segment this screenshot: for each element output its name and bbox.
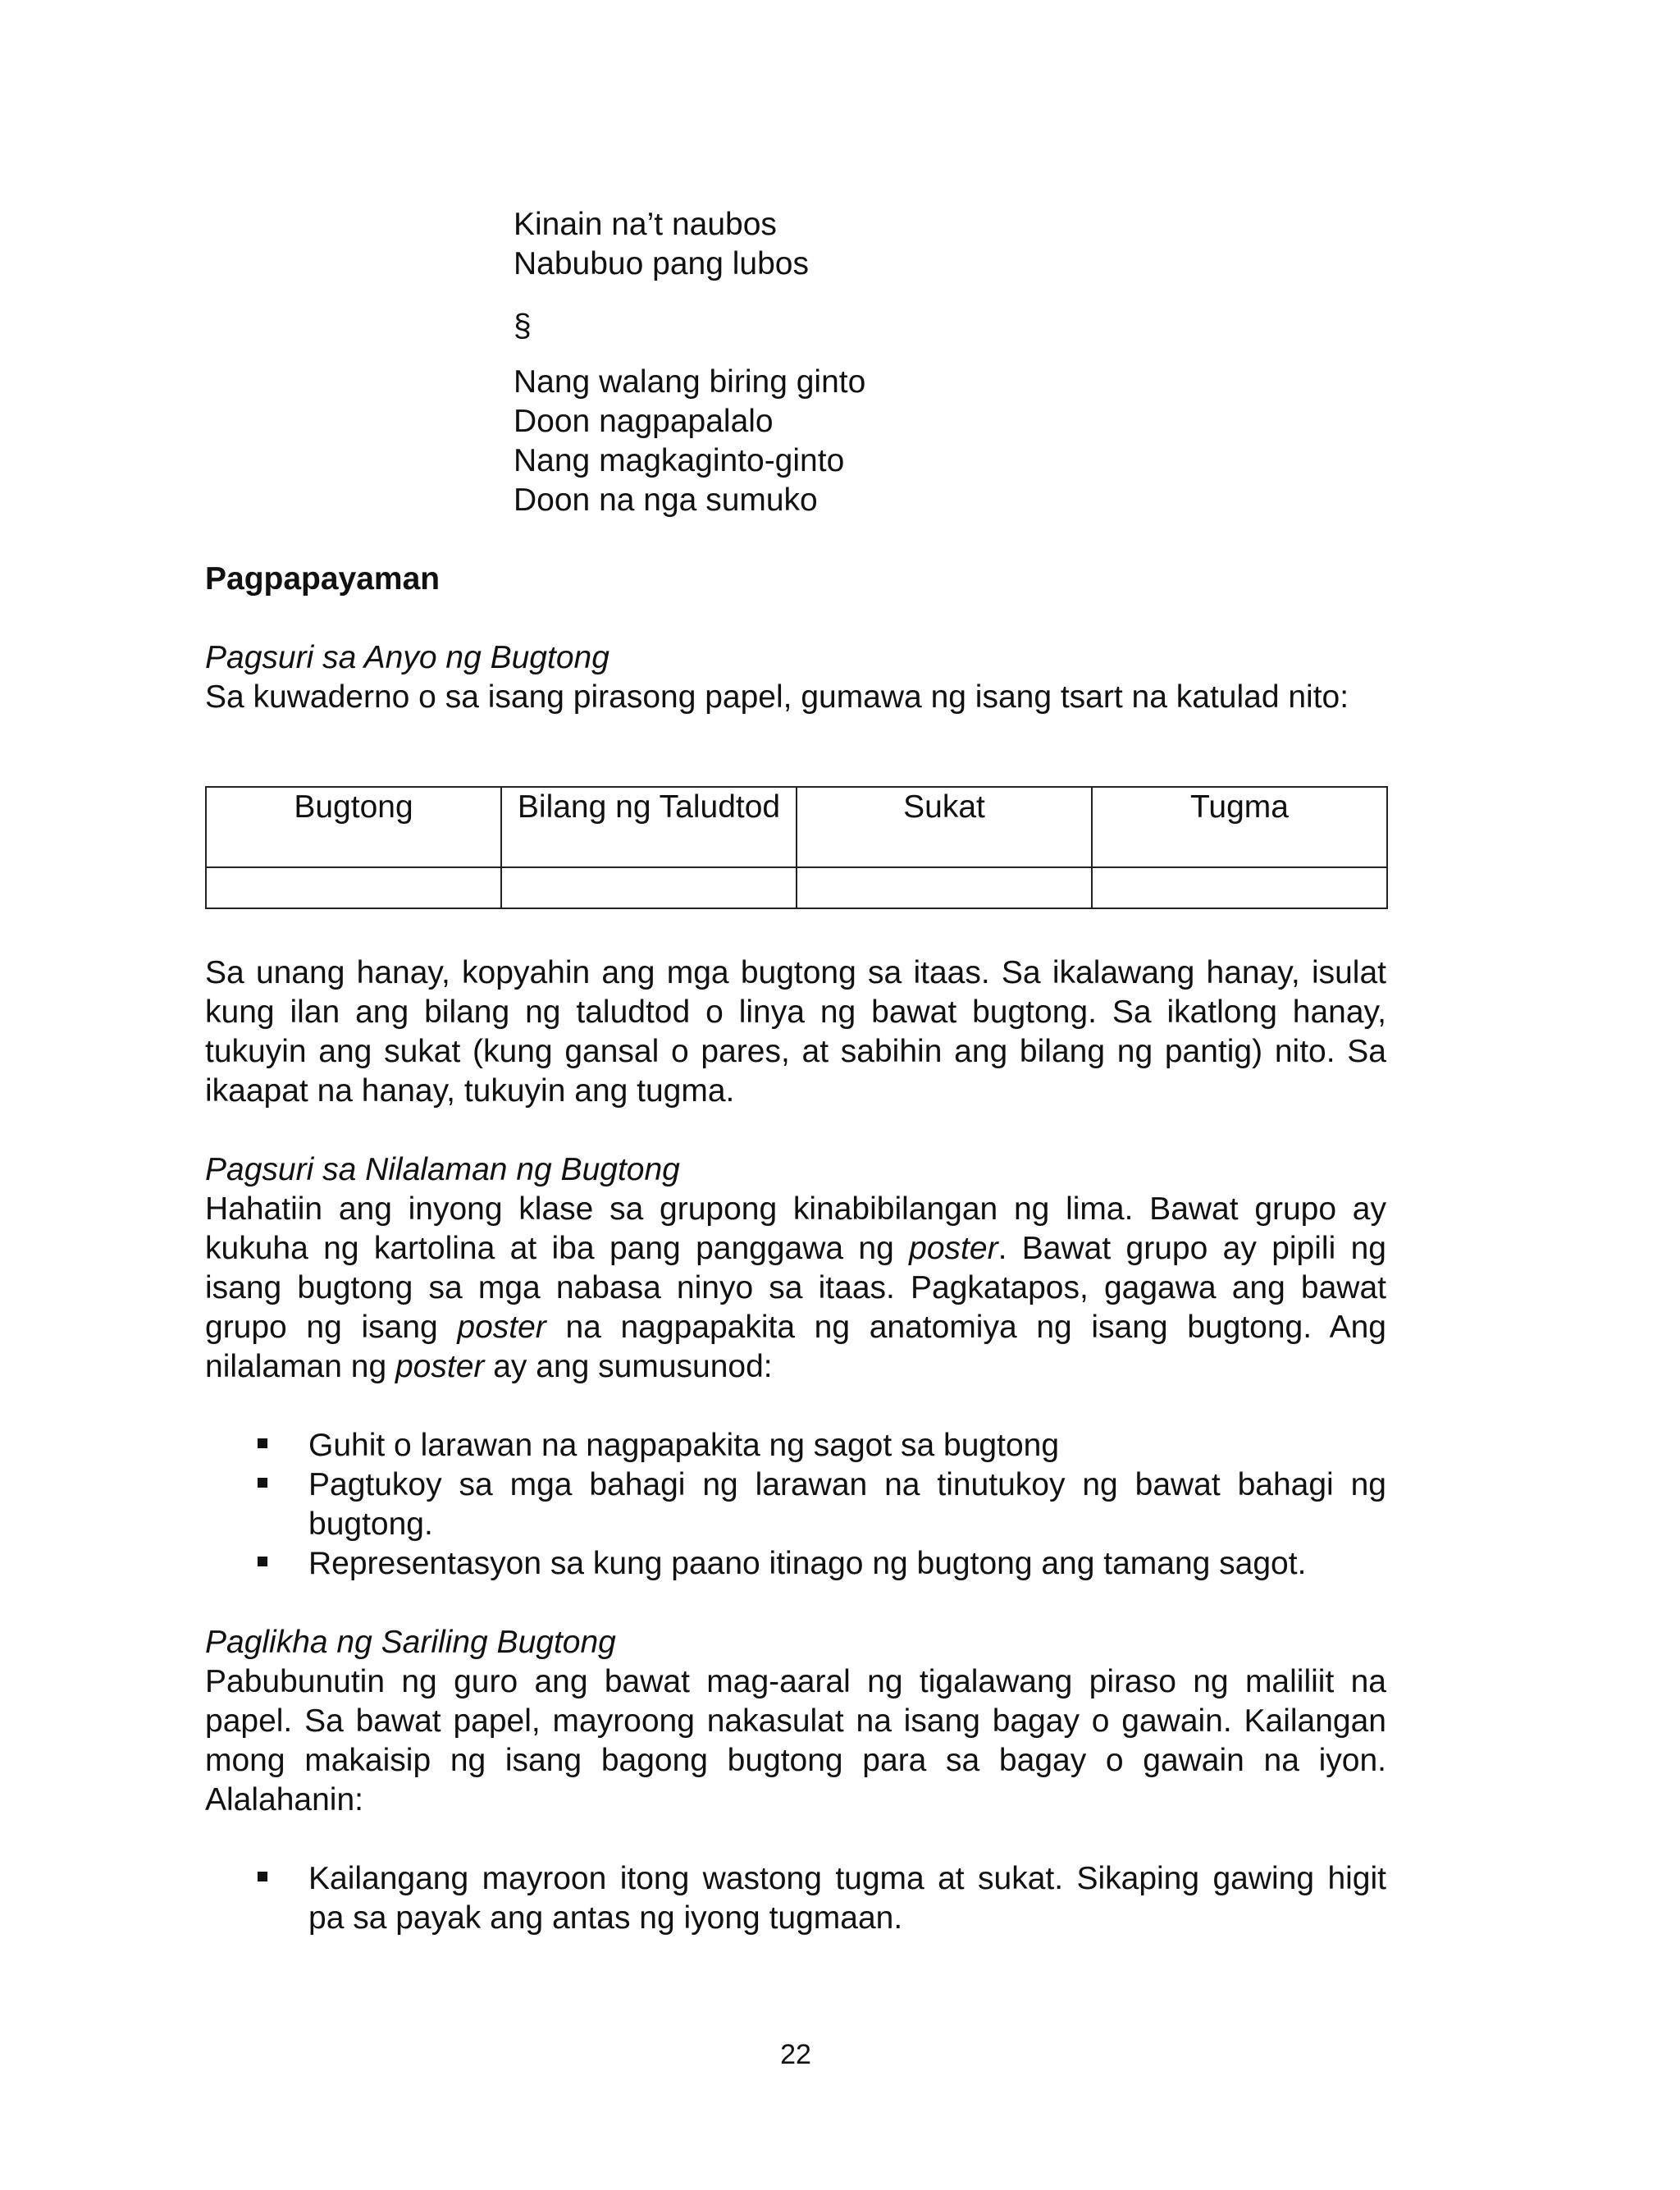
table-cell	[501, 867, 797, 908]
table-cell	[1092, 867, 1387, 908]
subsection-title-nilalaman: Pagsuri sa Nilalaman ng Bugtong	[205, 1152, 680, 1187]
list-item-text: Kailangang mayroon itong wastong tugma at sukat. Sikaping gawing higit pa sa payak ang antas ng iyong tugmaan.	[308, 1861, 1386, 1936]
reminder-list	[205, 1859, 1386, 1938]
poem-line: Nang magkaginto-ginto	[514, 443, 845, 478]
body-text: Hahatiin ang inyong klase sa grupong kinabibilangan ng lima. Bawat grupo ay kukuha ng kartolina at iba pang panggawa ng	[205, 1191, 1386, 1266]
square-bullet-icon	[258, 1557, 267, 1566]
list-item	[205, 1426, 1386, 1465]
body-text: . Bawat grupo ay pipili ng isang bugtong sa mga nabasa ninyo sa itaas. Pagkatapos, gagawa ang bawat grupo ng isang	[205, 1231, 1386, 1345]
poem-line: Doon na nga sumuko	[514, 482, 818, 518]
riddle-stanza-top	[514, 205, 1252, 284]
emphasis-poster: poster	[457, 1310, 546, 1345]
list-item	[205, 1544, 1386, 1584]
list-item-text: Representasyon sa kung paano itinago ng bugtong ang tamang sagot.	[308, 1546, 1307, 1581]
body-text: ay ang sumusunod:	[484, 1349, 773, 1384]
list-item	[205, 1465, 1386, 1544]
table-header-cell: Sukat	[797, 787, 1092, 867]
emphasis-poster: poster	[395, 1349, 485, 1384]
bugtong-chart-table	[205, 786, 1388, 909]
emphasis-poster: poster	[909, 1231, 998, 1266]
table-header-cell: Tugma	[1092, 787, 1387, 867]
riddle-stanza-bottom	[514, 363, 1252, 520]
table-cell	[797, 867, 1092, 908]
page-number: 22	[780, 2039, 811, 2070]
list-item	[205, 1859, 1386, 1938]
poem-line: Nabubuo pang lubos	[514, 246, 809, 281]
table-header-cell: Bilang ng Taludtod	[501, 787, 797, 867]
subsection-intro-anyo: Sa kuwaderno o sa isang pirasong papel, gumawa ng isang tsart na katulad nito:	[205, 679, 1349, 715]
square-bullet-icon	[258, 1872, 267, 1881]
body-text: na nagpapakita ng anatomiya ng isang bugtong. Ang nilalaman ng	[205, 1310, 1386, 1384]
poem-line: Nang walang biring ginto	[514, 364, 866, 400]
subsection-title-paglikha: Paglikha ng Sariling Bugtong	[205, 1625, 616, 1660]
table-cell	[206, 867, 501, 908]
subsection-body-anyo: Sa unang hanay, kopyahin ang mga bugtong sa itaas. Sa ikalawang hanay, isulat kung ilan ang bilang ng taludtod o linya ng bawat bugtong. Sa ikatlong hanay, tukuyin ang sukat (kung gansal o pares, at sabihin ang bilang ng pantig) nito. Sa ikaapat na hanay, tukuyin ang tugma.	[205, 955, 1386, 1109]
table-header-cell: Bugtong	[206, 787, 501, 867]
square-bullet-icon	[258, 1478, 267, 1488]
subsection-body-nilalaman	[205, 1190, 1386, 1387]
poster-content-list	[205, 1426, 1386, 1584]
poem-line: Doon nagpapalalo	[514, 404, 774, 439]
subsection-body-paglikha: Pabubunutin ng guro ang bawat mag-aaral ng tigalawang piraso ng maliliit na papel. Sa bawat papel, mayroong nakasulat na isang bagay o gawain. Kailangan mong makaisip ng isang bagong bugtong para sa bagay o gawain na iyon. Alalahanin:	[205, 1664, 1386, 1817]
square-bullet-icon	[258, 1438, 267, 1448]
table-header-row	[206, 787, 1387, 867]
section-mark: §	[514, 309, 532, 344]
poem-line: Kinain na’t naubos	[514, 207, 777, 242]
subsection-title-anyo: Pagsuri sa Anyo ng Bugtong	[205, 640, 609, 675]
section-heading: Pagpapayaman	[205, 561, 441, 597]
table-row	[206, 867, 1387, 908]
list-item-text: Pagtukoy sa mga bahagi ng larawan na tinutukoy ng bawat bahagi ng bugtong.	[308, 1467, 1386, 1542]
list-item-text: Guhit o larawan na nagpapakita ng sagot sa bugtong	[308, 1428, 1060, 1463]
